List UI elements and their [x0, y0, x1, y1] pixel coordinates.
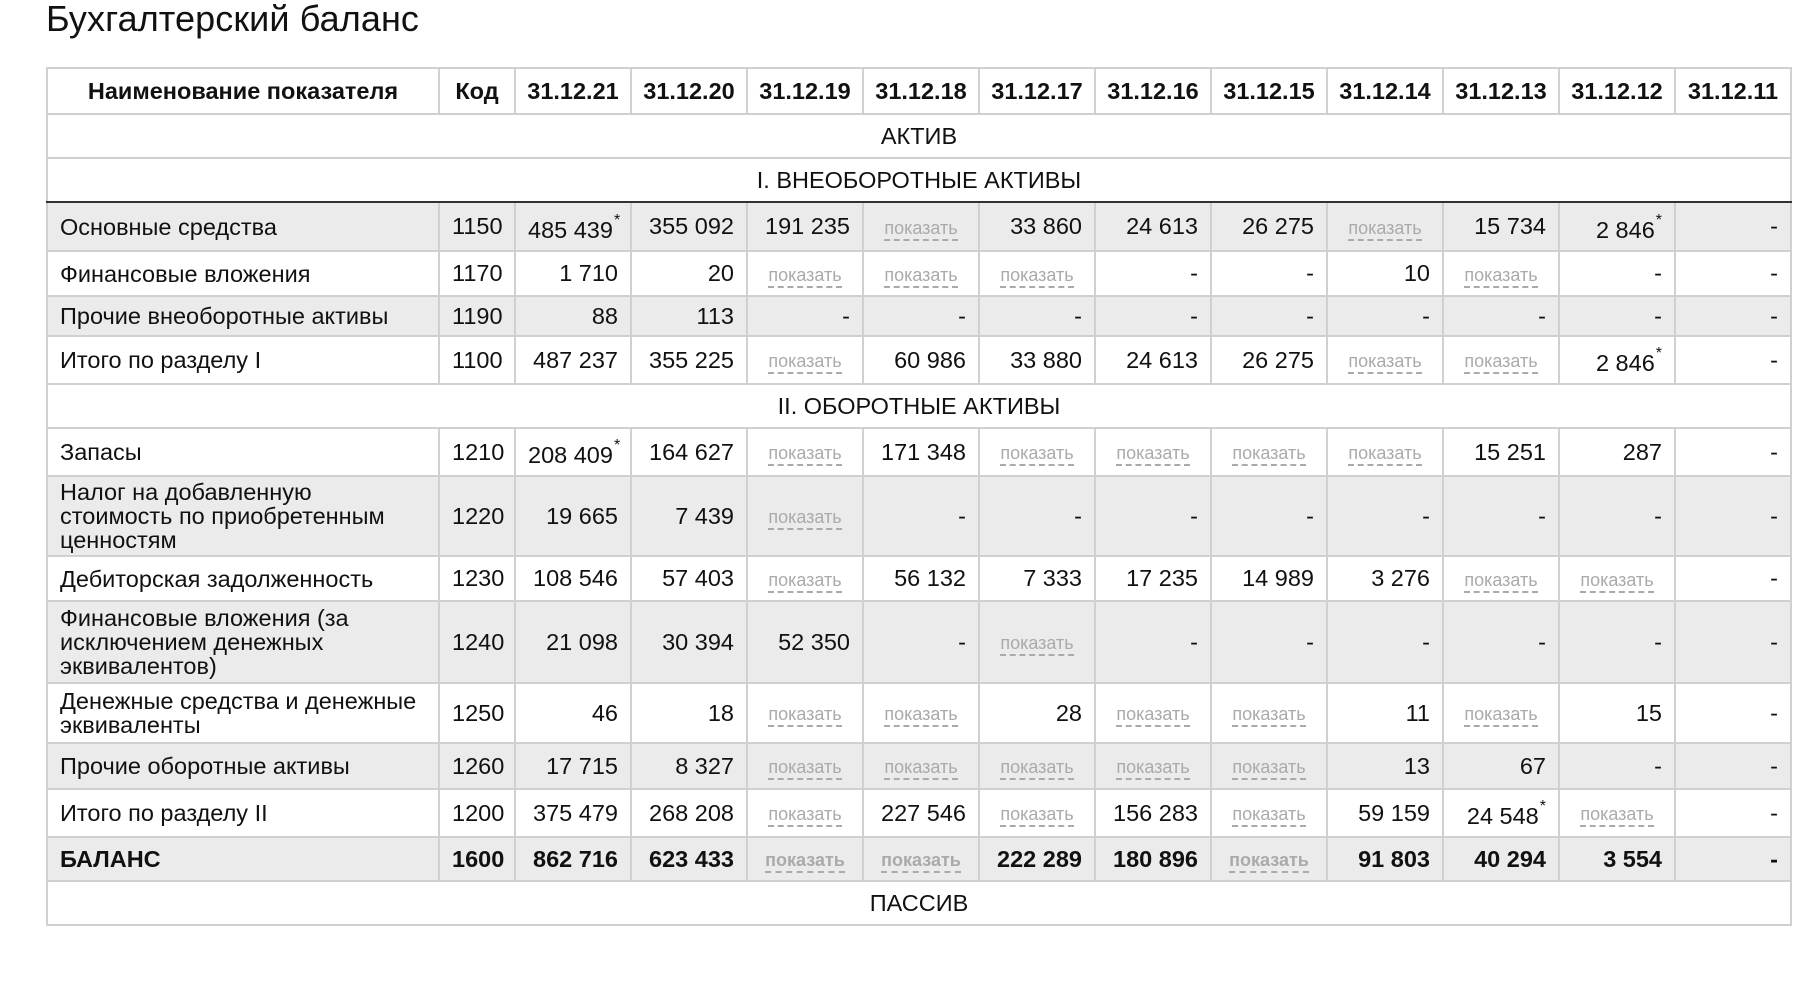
show-value-link[interactable]: показать: [1348, 351, 1421, 374]
value-cell: 164 627: [631, 428, 747, 476]
show-value-link[interactable]: показать: [1464, 704, 1537, 727]
value-cell: 21 098: [515, 601, 631, 683]
value-cell: [979, 428, 1095, 476]
empty-value: -: [1675, 202, 1791, 251]
empty-value: -: [1559, 251, 1675, 296]
show-value-link[interactable]: показать: [1000, 265, 1073, 288]
empty-value: -: [1443, 296, 1559, 336]
footnote-marker: *: [613, 211, 621, 229]
value-cell: 57 403: [631, 556, 747, 601]
section-title: II. ОБОРОТНЫЕ АКТИВЫ: [47, 384, 1791, 428]
show-value-link[interactable]: показать: [881, 850, 961, 873]
show-value-link[interactable]: показать: [768, 351, 841, 374]
value-cell: [863, 837, 979, 881]
show-value-link[interactable]: показать: [1116, 704, 1189, 727]
value-with-footnote: 485 439*: [528, 211, 621, 243]
footnote-marker: *: [1655, 345, 1662, 363]
show-value-link[interactable]: показать: [1000, 443, 1073, 466]
row-name: БАЛАНС: [47, 837, 439, 881]
empty-value: -: [1675, 476, 1791, 556]
value-cell: 24 613: [1095, 336, 1211, 384]
empty-value: -: [979, 476, 1095, 556]
value-cell: 17 715: [515, 743, 631, 789]
header-year: 31.12.13: [1443, 68, 1559, 114]
value-cell: [747, 683, 863, 743]
empty-value: -: [1443, 476, 1559, 556]
value-cell: [863, 743, 979, 789]
show-value-link[interactable]: показать: [1232, 443, 1305, 466]
value-cell: 7 333: [979, 556, 1095, 601]
empty-value: -: [1327, 601, 1443, 683]
footnote-marker: *: [613, 437, 621, 455]
value-cell: [747, 743, 863, 789]
show-value-link[interactable]: показать: [1232, 757, 1305, 780]
empty-value: -: [1675, 296, 1791, 336]
show-value-link[interactable]: показать: [768, 265, 841, 288]
value-cell: [515, 428, 631, 476]
value-cell: 91 803: [1327, 837, 1443, 881]
empty-value: -: [863, 476, 979, 556]
value-cell: 24 613: [1095, 202, 1211, 251]
value-cell: [863, 202, 979, 251]
value-cell: 13: [1327, 743, 1443, 789]
value-with-footnote: 208 409*: [528, 437, 621, 468]
value-cell: 46: [515, 683, 631, 743]
row-code: 1240: [439, 601, 515, 683]
table-row: [47, 683, 1791, 743]
empty-value: -: [1559, 296, 1675, 336]
show-value-link[interactable]: показать: [768, 507, 841, 530]
row-code: 1230: [439, 556, 515, 601]
header-year: 31.12.14: [1327, 68, 1443, 114]
value-cell: [1559, 789, 1675, 837]
row-name: Итого по разделу I: [47, 336, 439, 384]
value-cell: [1211, 428, 1327, 476]
row-name: Денежные средства и денежные эквиваленты: [47, 683, 439, 743]
table-row: [47, 789, 1791, 837]
show-value-link[interactable]: показать: [768, 757, 841, 780]
header-year: 31.12.18: [863, 68, 979, 114]
show-value-link[interactable]: показать: [1232, 704, 1305, 727]
value-cell: 33 860: [979, 202, 1095, 251]
empty-value: -: [1559, 601, 1675, 683]
value-cell: 8 327: [631, 743, 747, 789]
empty-value: -: [1327, 476, 1443, 556]
show-value-link[interactable]: показать: [765, 850, 845, 873]
value-cell: 191 235: [747, 202, 863, 251]
empty-value: -: [1675, 556, 1791, 601]
value-cell: 14 989: [1211, 556, 1327, 601]
value-cell: [863, 683, 979, 743]
page-title: Бухгалтерский баланс: [46, 0, 420, 39]
value-cell: 227 546: [863, 789, 979, 837]
value-cell: 268 208: [631, 789, 747, 837]
value-cell: 222 289: [979, 837, 1095, 881]
section-header-row: [47, 114, 1791, 158]
row-name: Итого по разделу II: [47, 789, 439, 837]
value-cell: 26 275: [1211, 336, 1327, 384]
empty-value: -: [863, 601, 979, 683]
empty-value: -: [1559, 476, 1675, 556]
value-cell: 15 251: [1443, 428, 1559, 476]
value-cell: 1 710: [515, 251, 631, 296]
value-cell: 59 159: [1327, 789, 1443, 837]
value-cell: [979, 251, 1095, 296]
value-cell: 180 896: [1095, 837, 1211, 881]
value-cell: [1327, 202, 1443, 251]
empty-value: -: [1675, 743, 1791, 789]
empty-value: -: [1095, 601, 1211, 683]
value-cell: 3 554: [1559, 837, 1675, 881]
section-title: I. ВНЕОБОРОТНЫЕ АКТИВЫ: [47, 158, 1791, 202]
value-cell: [1095, 743, 1211, 789]
value-cell: 26 275: [1211, 202, 1327, 251]
balance-table: [46, 67, 1792, 926]
show-value-link[interactable]: показать: [884, 757, 957, 780]
header-year: 31.12.19: [747, 68, 863, 114]
empty-value: -: [1095, 251, 1211, 296]
row-code: 1600: [439, 837, 515, 881]
value-cell: 19 665: [515, 476, 631, 556]
table-row: [47, 251, 1791, 296]
table-row: [47, 336, 1791, 384]
row-name: Основные средства: [47, 202, 439, 251]
value-cell: [1559, 336, 1675, 384]
show-value-link[interactable]: показать: [1000, 804, 1073, 827]
header-year: 31.12.17: [979, 68, 1095, 114]
value-cell: 3 276: [1327, 556, 1443, 601]
table-body: [47, 114, 1791, 925]
value-cell: [1327, 428, 1443, 476]
show-value-link[interactable]: показать: [1464, 265, 1537, 288]
empty-value: -: [1675, 837, 1791, 881]
value-cell: [1095, 428, 1211, 476]
value-cell: 108 546: [515, 556, 631, 601]
value-cell: [747, 251, 863, 296]
value-cell: 11: [1327, 683, 1443, 743]
value-cell: [1443, 251, 1559, 296]
header-name: Наименование показателя: [47, 68, 439, 114]
show-value-link[interactable]: показать: [884, 265, 957, 288]
section-header-row: [47, 881, 1791, 925]
value-cell: [1443, 336, 1559, 384]
value-cell: [1095, 683, 1211, 743]
value-cell: [1211, 683, 1327, 743]
row-name: Прочие оборотные активы: [47, 743, 439, 789]
show-value-link[interactable]: показать: [1580, 804, 1653, 827]
value-cell: 862 716: [515, 837, 631, 881]
table-row: [47, 296, 1791, 336]
empty-value: -: [1443, 601, 1559, 683]
empty-value: -: [1211, 601, 1327, 683]
value-cell: [747, 556, 863, 601]
table-row: [47, 556, 1791, 601]
row-code: 1200: [439, 789, 515, 837]
value-cell: 375 479: [515, 789, 631, 837]
value-cell: [747, 476, 863, 556]
value-cell: 10: [1327, 251, 1443, 296]
empty-value: -: [747, 296, 863, 336]
value-cell: 88: [515, 296, 631, 336]
value-cell: 287: [1559, 428, 1675, 476]
table-row: [47, 202, 1791, 251]
value-cell: [979, 743, 1095, 789]
show-value-link[interactable]: показать: [1232, 804, 1305, 827]
value-cell: 487 237: [515, 336, 631, 384]
value-cell: [1211, 789, 1327, 837]
show-value-link[interactable]: показать: [1464, 570, 1537, 593]
value-cell: 7 439: [631, 476, 747, 556]
value-cell: 355 092: [631, 202, 747, 251]
show-value-link[interactable]: показать: [1000, 757, 1073, 780]
show-value-link[interactable]: показать: [884, 218, 957, 241]
value-cell: [747, 428, 863, 476]
show-value-link[interactable]: показать: [1348, 218, 1421, 241]
show-value-link[interactable]: показать: [1000, 633, 1073, 656]
section-header-row: [47, 384, 1791, 428]
value-cell: 17 235: [1095, 556, 1211, 601]
value-cell: 56 132: [863, 556, 979, 601]
empty-value: -: [1675, 789, 1791, 837]
show-value-link[interactable]: показать: [1580, 570, 1653, 593]
value-cell: 30 394: [631, 601, 747, 683]
header-year: 31.12.15: [1211, 68, 1327, 114]
value-cell: 67: [1443, 743, 1559, 789]
header-year: 31.12.11: [1675, 68, 1791, 114]
value-cell: [1211, 743, 1327, 789]
header-year: 31.12.21: [515, 68, 631, 114]
empty-value: -: [1675, 601, 1791, 683]
row-code: 1260: [439, 743, 515, 789]
row-code: 1150: [439, 202, 515, 251]
show-value-link[interactable]: показать: [1348, 443, 1421, 466]
value-cell: 15: [1559, 683, 1675, 743]
header-code: Код: [439, 68, 515, 114]
empty-value: -: [863, 296, 979, 336]
row-code: 1220: [439, 476, 515, 556]
value-cell: 355 225: [631, 336, 747, 384]
value-cell: 33 880: [979, 336, 1095, 384]
value-cell: [1559, 202, 1675, 251]
row-name: Налог на добавленную стоимость по приобретенным ценностям: [47, 476, 439, 556]
empty-value: -: [1675, 336, 1791, 384]
value-cell: [747, 789, 863, 837]
value-with-footnote: 2 846*: [1595, 211, 1662, 243]
value-cell: [1443, 789, 1559, 837]
value-with-footnote: 2 846*: [1595, 345, 1662, 376]
empty-value: -: [1211, 476, 1327, 556]
value-cell: [863, 251, 979, 296]
value-cell: 15 734: [1443, 202, 1559, 251]
show-value-link[interactable]: показать: [768, 570, 841, 593]
row-name: Прочие внеоборотные активы: [47, 296, 439, 336]
table-header-row: [47, 68, 1791, 114]
row-code: 1250: [439, 683, 515, 743]
empty-value: -: [1559, 743, 1675, 789]
value-cell: [1327, 336, 1443, 384]
table-row: [47, 837, 1791, 881]
empty-value: -: [1675, 428, 1791, 476]
value-cell: 171 348: [863, 428, 979, 476]
value-cell: 40 294: [1443, 837, 1559, 881]
row-name: Запасы: [47, 428, 439, 476]
empty-value: -: [1675, 251, 1791, 296]
empty-value: -: [1095, 296, 1211, 336]
empty-value: -: [1211, 296, 1327, 336]
row-name: Финансовые вложения: [47, 251, 439, 296]
empty-value: -: [1095, 476, 1211, 556]
empty-value: -: [1211, 251, 1327, 296]
row-name: Финансовые вложения (за исключением денежных эквивалентов): [47, 601, 439, 683]
value-cell: [979, 601, 1095, 683]
table-row: [47, 476, 1791, 556]
value-cell: [515, 202, 631, 251]
show-value-link[interactable]: показать: [768, 443, 841, 466]
value-cell: [979, 789, 1095, 837]
row-name: Дебиторская задолженность: [47, 556, 439, 601]
value-cell: 156 283: [1095, 789, 1211, 837]
value-with-footnote: 24 548*: [1466, 798, 1546, 829]
value-cell: 20: [631, 251, 747, 296]
row-code: 1210: [439, 428, 515, 476]
value-cell: 18: [631, 683, 747, 743]
empty-value: -: [1327, 296, 1443, 336]
table-row: [47, 743, 1791, 789]
header-year: 31.12.20: [631, 68, 747, 114]
value-cell: 28: [979, 683, 1095, 743]
value-cell: [1211, 837, 1327, 881]
value-cell: 52 350: [747, 601, 863, 683]
empty-value: -: [1675, 683, 1791, 743]
table-row: [47, 601, 1791, 683]
row-code: 1170: [439, 251, 515, 296]
table-row: [47, 428, 1791, 476]
header-year: 31.12.12: [1559, 68, 1675, 114]
show-value-link[interactable]: показать: [884, 704, 957, 727]
show-value-link[interactable]: показать: [1116, 757, 1189, 780]
value-cell: [747, 336, 863, 384]
value-cell: [1443, 556, 1559, 601]
value-cell: [1443, 683, 1559, 743]
value-cell: 60 986: [863, 336, 979, 384]
value-cell: [747, 837, 863, 881]
value-cell: [1559, 556, 1675, 601]
row-code: 1190: [439, 296, 515, 336]
show-value-link[interactable]: показать: [1116, 443, 1189, 466]
section-title: АКТИВ: [47, 114, 1791, 158]
show-value-link[interactable]: показать: [768, 804, 841, 827]
value-cell: 623 433: [631, 837, 747, 881]
row-code: 1100: [439, 336, 515, 384]
show-value-link[interactable]: показать: [1464, 351, 1537, 374]
value-cell: 113: [631, 296, 747, 336]
header-year: 31.12.16: [1095, 68, 1211, 114]
footnote-marker: *: [1655, 211, 1662, 229]
empty-value: -: [979, 296, 1095, 336]
section-title: ПАССИВ: [47, 881, 1791, 925]
show-value-link[interactable]: показать: [1229, 850, 1309, 873]
show-value-link[interactable]: показать: [768, 704, 841, 727]
subsection-header-row: [47, 158, 1791, 202]
footnote-marker: *: [1539, 798, 1546, 816]
